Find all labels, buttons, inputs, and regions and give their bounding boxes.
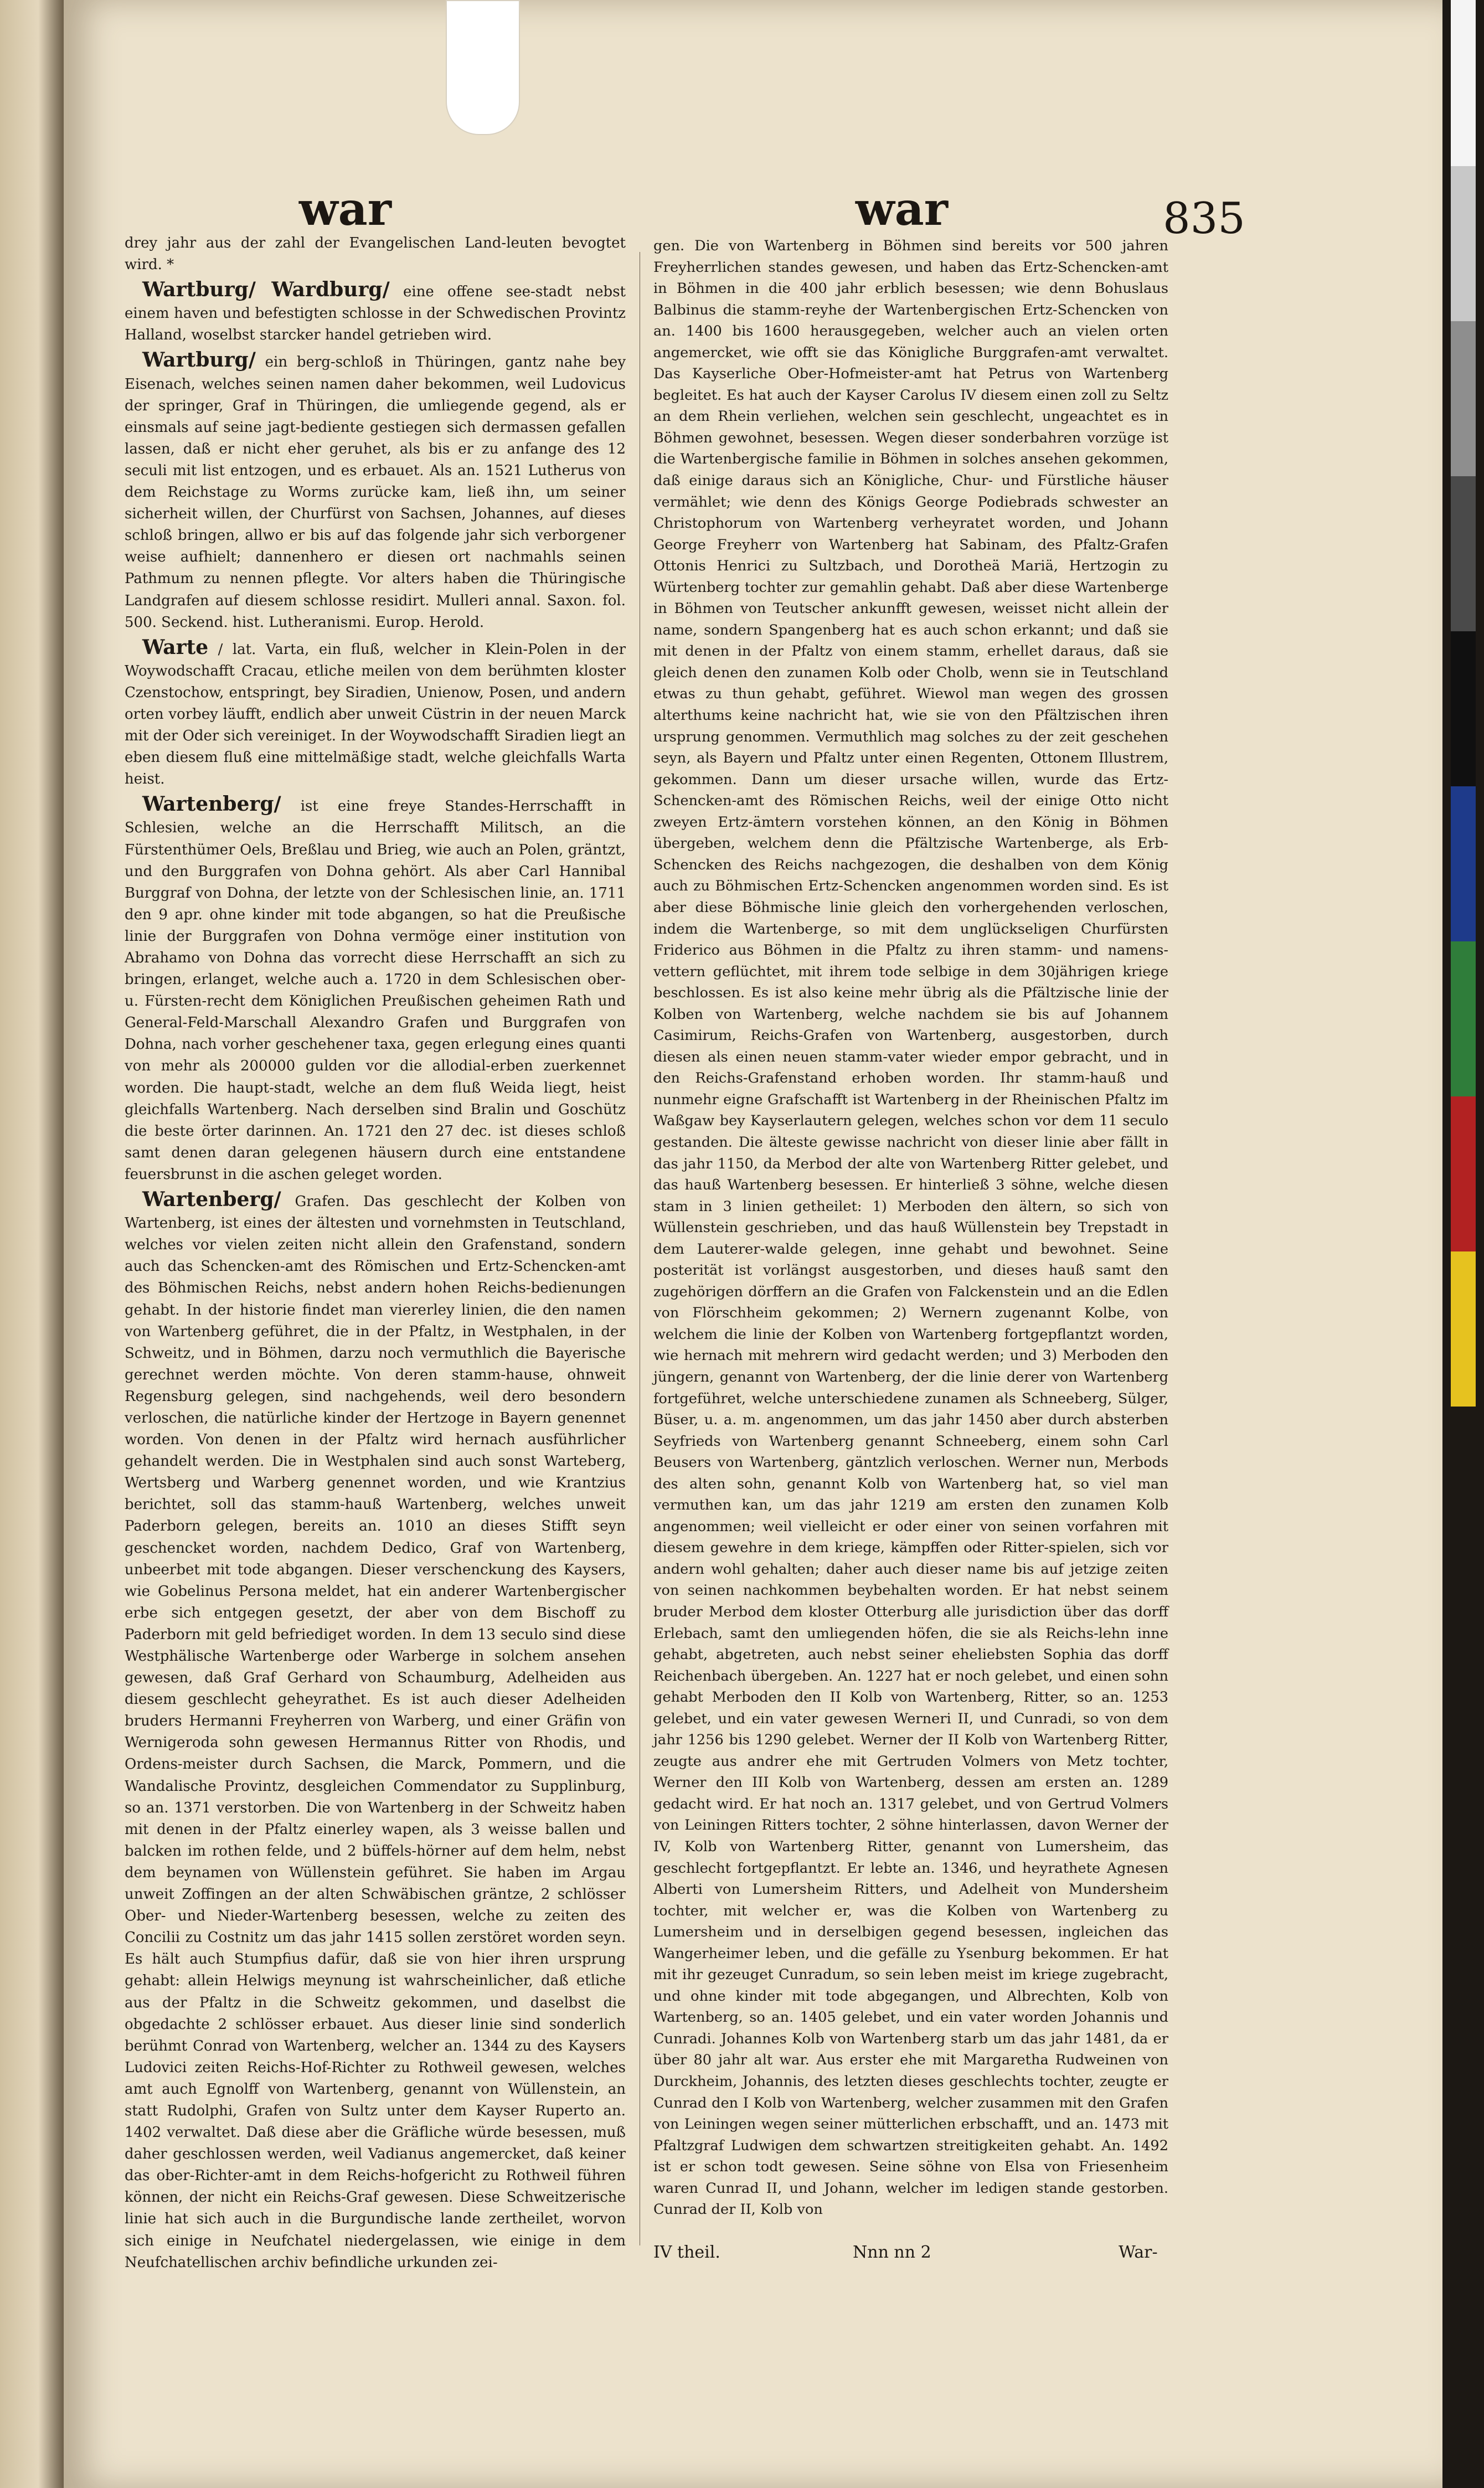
color-scale-bar	[1442, 0, 1484, 2488]
right-column	[653, 235, 1168, 2224]
previous-page-edge	[0, 0, 64, 2488]
page-tab	[446, 0, 520, 135]
article-text: / lat. Varta, ein fluß, welcher in Klein-Polen in der Woywodschafft Cracau, etliche meilen von dem berühmten kloster Czenstochow, entspringt, bey Siradien, Unienow, Posen, und andern orten vorbey läufft, endlich aber unweit Cüstrin in der neuen Marck mit der Oder sich vereiniget. In der Woywodschafft Siradien liegt an eben diesem fluß eine mittelmäßige stadt, welche gleichfalls Warta heist.	[125, 641, 626, 788]
article-entry	[125, 1189, 626, 2274]
scale-blue	[1451, 786, 1476, 941]
article-lemma: Wartenberg/	[142, 1188, 281, 1212]
article-entry	[125, 233, 626, 276]
scale-red	[1451, 1096, 1476, 1251]
article-text: drey jahr aus der zahl der Evangelischen Land-leuten bevogtet wird. *	[125, 235, 626, 274]
scale-yellow	[1451, 1251, 1476, 1407]
article-entry	[125, 349, 626, 633]
scale-grey-light	[1451, 166, 1476, 321]
article-text: gen. Die von Wartenberg in Böhmen sind bereits vor 500 jahren Freyherrlichen standes gewesen, und haben das Ertz-Schencken-amt in Böhmen in die 400 jahr erblich besessen; wie denn Bohuslaus Balbinus die stamm-reyhe der Wartenbergischen Ertz-Schencken von an. 1400 bis 1600 herausgegeben, welcher auch an vielen orten angemercket, wie offt sie das Königliche Burggrafen-amt verwaltet. Das Kayserliche Ober-Hofmeister-amt hat Petrus von Wartenberg begleitet. Es hat auch der Kayser Carolus IV diesem einen zoll zu Seltz an dem Rhein verliehen, welchen sein geschlecht, ungeachtet es in Böhmen gewohnet, besessen. Wegen dieser sonderbahren vorzüge ist die Wartenbergische familie in Böhmen in solches ansehen gekommen, daß einige daraus sich an Königliche, Chur- und Fürstliche häuser vermählet; wie denn des Königs George Podiebrads schwester an Christophorum von Wartenberg verheyratet worden, und Johann George Freyherr von Wartenberg hat Sabinam, des Pfaltz-Grafen Ottonis Henrici zu Sultzbach, und Dorotheä Mariä, Hertzogin zu Würtenberg tochter zur gemahlin gehabt. Daß aber diese Wartenberge in Böhmen von Teutscher ankunfft gewesen, weisset nicht allein der name, sondern Spangenberg hat es auch schon erkannt; und daß sie mit denen in der Pfaltz von einem stamm, erhellet daraus, daß sie gleich denen den zunamen Kolb oder Cholb, wenn sie in Teutschland etwas zu thun gehabt, geführet. Wiewol man wegen des grossen alterthums keine nachricht hat, wie sie von den Pfältzischen ihren ursprung genommen. Vermuthlich mag solches zu der zeit geschehen seyn, als Bayern und Pfaltz unter einen Regenten, Ottonem Illustrem, gekommen. Dann um dieser ursache willen, wurde das Ertz-Schencken-amt des Römischen Reichs, weil der einige Otto nicht zweyen Ertz-ämtern vorstehen können, an den König in Böhmen übergeben, welchem denn die Pfältzische Wartenberge, als Erb-Schencken des Reichs nachgezogen, die deshalben von dem König auch zu Böhmischen Ertz-Schencken angenommen worden sind. Es ist aber diese Böhmische linie gleich den vorhergehenden verloschen, indem die Wartenberge, so mit dem unglückseligen Churfürsten Friderico aus Böhmen in die Pfaltz zu ihren stamm- und namens-vettern geflüchtet, mit ihrem tode selbige in dem 30jährigen kriege beschlossen. Es ist also keine mehr übrig als die Pfältzische linie der Kolben von Wartenberg, welche nachdem sie bis auf Johannem Casimirum, Reichs-Grafen von Wartenberg, ausgestorben, durch diesen als einen neuen stamm-vater wieder empor gebracht, und in den Reichs-Grafenstand erhoben worden. Ihr stamm-hauß und nunmehr eigne Grafschafft ist Wartenberg in der Rheinischen Pfaltz im Waßgaw bey Kayserlautern gelegen, welches schon vor dem 11 seculo gestanden. Die älteste gewisse nachricht von dieser linie aber fällt in das jahr 1150, da Merbod der alte von Wartenberg Ritter gelebet, und das hauß Wartenberg besessen. Er hinterließ 3 söhne, welche diesen stam in 3 linien getheilet: 1) Merboden den ältern, so sich von Wüllenstein geschrieben, und das hauß Wüllenstein bey Trepstadt in dem Lauterer-walde gelegen, inne gehabt und bewohnet. Seine posterität ist vorlängst ausgestorben, und dieses hauß samt den zugehörigen dörffern an die Grafen von Falckenstein und an die Edlen von Flörschheim gekommen; 2) Wernern zugenannt Kolbe, von welchem die linie der Kolben von Wartenberg fortgepflantzt worden, wie hernach mit mehrern wird gedacht werden; und 3) Merboden den jüngern, genannt von Wartenberg, der die linie derer von Wartenberg fortgeführet, welche unterschiedene zunamen als Schneeberg, Sülger, Büser, u. a. m. angenommen, um das jahr 1450 aber durch absterben Seyfrieds von Wartenberg genannt Schneeberg, einem sohn Carl Beusers von Wartenberg, gäntzlich verloschen. Werner nun, Merbods des alten sohn, genannt Kolb von Wartenberg hat, so viel man vermuthen kan, um das jahr 1219 am ersten den zunamen Kolb angenommen; weil vielleicht er oder einer von seinen vorfahren mit diesem gewehre in dem kriege, kämpffen oder Ritter-spielen, sich vor andern wohl gehalten; daher auch dieser name bis auf jetzige zeiten von seinen nachkommen beybehalten worden. Er hat nebst seinem bruder Merbod dem kloster Otterburg alle jurisdiction über das dorff Erlebach, samt den umliegenden höfen, die sie als Reichs-lehn inne gehabt, abgetreten, auch nebst seiner eheliebsten Sophia das dorff Reichenbach übergeben. An. 1227 hat er noch gelebet, und einen sohn gehabt Merboden den II Kolb von Wartenberg, Ritter, so an. 1253 gelebet, und ein vater gewesen Werneri II, und Cunradi, so von dem jahr 1256 bis 1290 gelebet. Werner der II Kolb von Wartenberg Ritter, zeugte aus andrer ehe mit Gertruden Volmers von Metz tochter, Werner den III Kolb von Wartenberg, dessen am ersten an. 1289 gedacht wird. Er hat noch an. 1317 gelebet, und von Gertrud Volmers von Leiningen Ritters tochter, 2 söhne hinterlassen, davon Werner der IV, Kolb von Wartenberg Ritter, genannt von Lumersheim, das geschlecht fortgepflantzt. Er lebte an. 1346, und heyrathete Agnesen Alberti von Lumersheim Ritters, und Adelheit von Mundersheim tochter, mit welcher er, was die Kolben von Wartenberg zu Lumersheim und in derselbigen gegend besessen, ingleichen das Wangerheimer leben, und die gefälle zu Ysenburg bekommen. Er hat mit ihr gezeuget Cunradum, so sein leben meist im kriege zugebracht, und ohne kinder mit tode abgegangen, und Albrechten, Kolb von Wartenberg, so an. 1405 gelebet, und ein vater worden Johannis und Cunradi. Johannes Kolb von Wartenberg starb um das jahr 1481, da er über 80 jahr alt war. Aus erster ehe mit Margaretha Rudweinen von Durckheim, Johannis, des letzten dieses geschlechts tochter, zeugte er Cunrad den I Kolb von Wartenberg, welcher zusammen mit den Grafen von Leiningen wegen seiner mütterlichen erbschafft, und an. 1473 mit Pfaltzgraf Ludwigen dem schwartzen streitigkeiten gehabt. An. 1492 ist er schon todt gewesen. Seine söhne von Elsa von Friesenheim waren Cunrad II, und Johann, welcher im ledigen stande gestorben. Cunrad der II, Kolb von	[653, 238, 1168, 2218]
page-number: 835	[1163, 194, 1245, 244]
signature-mark: Nnn nn 2	[853, 2243, 931, 2262]
article-lemma: Warte	[142, 635, 209, 659]
article-text: Grafen. Das geschlecht der Kolben von Wartenberg, ist eines der ältesten und vornehmsten in Teutschland, welches vor vielen zeiten nicht allein den Grafenstand, sondern auch das Schencken-amt des Römischen und Ertz-Schencken-amt des Böhmischen Reichs, nebst andern hohen Reichs-bedienungen gehabt. In der historie findet man viererley linien, die den namen von Wartenberg geführet, die in der Pfaltz, in Westphalen, in der Schweitz, und in Böhmen, darzu noch vermuthlich die Bayerische gerechnet werden möchte. Von deren stamm-hause, ohnweit Regensburg gelegen, sind nachgehends, weil dero besondern verloschen, die natürliche kinder der Hertzoge in Bayern genennet worden. Von denen in der Pfaltz wird hernach ausführlicher gehandelt werden. Die in Westphalen sind auch sonst Warteberg, Wertsberg und Warberg genennet worden, und wie Krantzius berichtet, soll das stamm-hauß Wartenberg, welches unweit Paderborn gelegen, bereits an. 1010 an dieses Stifft seyn geschencket worden, nachdem Dedico, Graf von Wartenberg, unbeerbet mit tode abgangen. Dieser verschenckung des Kaysers, wie Gobelinus Persona meldet, hat ein anderer Wartenbergischer erbe sich entgegen gesetzt, der aber von dem Bischoff zu Paderborn mit geld befriediget worden. In dem 13 seculo sind diese Westphälische Wartenberge oder Warberge in solchem ansehen gewesen, daß Graf Gerhard von Schaumburg, Adelheiden aus diesem geschlecht geheyrathet. Es ist auch dieser Adelheiden bruders Hermanni Freyherren von Warberg, und einer Gräfin von Wernigeroda sohn gewesen Hermannus Ritter von Rhodis, und Ordens-meister durch Sachsen, die Marck, Pommern, und die Wandalische Provintz, desgleichen Commendator zu Supplinburg, so an. 1371 verstorben. Die von Wartenberg in der Schweitz haben mit denen in der Pfaltz einerley wapen, als 3 weisse ballen und balcken im rothen felde, und 2 büffels-hörner auf dem helm, nebst dem beynamen von Wüllenstein geführet. Sie haben im Argau unweit Zoffingen an der alten Schwäbischen gräntze, 2 schlösser Ober- und Nieder-Wartenberg besessen, welche zu zeiten des Concilii zu Costnitz um das jahr 1415 sollen zerstöret worden seyn. Es hält auch Stumpfius dafür, daß sie von hier ihren ursprung gehabt: allein Helwigs meynung ist wahrscheinlicher, daß etliche aus der Pfaltz in die Schweitz gekommen, und daselbst die obgedachte 2 schlösser erbauet. Aus dieser linie sind sonderlich berühmt Conrad von Wartenberg, welcher an. 1344 zu des Kaysers Ludovici zeiten Reichs-Hof-Richter zu Rothweil gewesen, welches amt auch Egnolff von Wartenberg, genannt von Wüllenstein, an statt Rudolphi, Grafen von Sultz unter dem Kayser Ruperto an. 1402 verwaltet. Daß diese aber die Gräfliche würde besessen, muß daher geschlossen werden, weil Vadianus angemercket, daß keiner das ober-Richter-amt in dem Reichs-hofgericht zu Rothweil führen können, der nicht ein Reichs-Graf gewesen. Diese Schweitzerische linie hat sich auch in die Burgundische lande zertheilet, worvon sich einige in Neufchatel niedergelassen, wie einige in dem Neufchatellischen archiv befindliche urkunden zei-	[125, 1193, 626, 2271]
volume-label: IV theil.	[653, 2243, 720, 2262]
scale-black	[1451, 631, 1476, 786]
article-lemma: Wartburg/	[142, 348, 256, 372]
right-running-head: war	[856, 183, 948, 236]
article-entry	[125, 637, 626, 791]
scale-white	[1451, 0, 1476, 166]
left-column	[125, 233, 626, 2277]
article-entry	[125, 279, 626, 346]
article-lemma: Wartburg/ Wardburg/	[142, 278, 390, 302]
article-entry	[125, 794, 626, 1186]
scale-grey	[1451, 321, 1476, 476]
scale-green	[1451, 941, 1476, 1096]
article-entry	[653, 235, 1168, 2221]
article-text: eine offene see-stadt nebst einem haven und befestigten schlosse in der Schwedischen Provintz Halland, woselbst starcker handel getrieben wird.	[125, 284, 626, 344]
article-text: ist eine freye Standes-Herrschafft in Schlesien, welche an die Herrschafft Militsch, an die Fürstenthümer Oels, Breßlau und Brieg, wie auch an Polen, gräntzt, und den Burggrafen von Dohna gehört. Als aber Carl Hannibal Burggraf von Dohna, der letzte von der Schlesischen linie, an. 1711 den 9 apr. ohne kinder mit tode abgangen, so hat die Preußische linie der Burggrafen von Dohna vermöge einer institution von Abrahamo von Dohna das vorrecht diese Herrschafft an sich zu bringen, erlanget, welche auch a. 1720 in dem Schlesischen ober- u. Fürsten-recht dem Königlichen Preußischen geheimen Rath und General-Feld-Marschall Alexandro Grafen und Burggrafen von Dohna, nach vorher geschehener taxa, gegen erlegung eines quanti von mehr als 200000 gulden vor die allodial-erben zuerkennet worden. Die haupt-stadt, welche an dem fluß Weida liegt, heist gleichfalls Wartenberg. Nach derselben sind Bralin und Goschütz die beste örter darinnen. An. 1721 den 27 dec. ist dieses schloß samt denen daran gelegenen häusern durch eine entstandene feuersbrunst in die aschen geleget worden.	[125, 798, 626, 1183]
scale-grey-dark	[1451, 476, 1476, 631]
article-lemma: Wartenberg/	[142, 792, 281, 816]
article-text: ein berg-schloß in Thüringen, gantz nahe bey Eisenach, welches seinen namen daher bekommen, weil Ludovicus der springer, Graf in Thüringen, die umliegende gegend, als er einsmals auf seine jagt-bediente gestiegen sich dermassen gefallen lassen, daß er nicht eher geruhet, als bis er zu anfange des 12 seculi mit list entzogen, und es erbauet. Als an. 1521 Lutherus von dem Reichstage zu Worms zurücke kam, ließ ihn, um seiner sicherheit willen, der Churfürst von Sachsen, Johannes, auf dieses schloß bringen, allwo er bis auf das folgende jahr sich verborgener weise aufhielt; dannenhero er diesen ort nachmahls seinen Pathmum zu nennen pflegte. Vor alters haben die Thüringische Landgrafen auf diesem schlosse residirt. Mulleri annal. Saxon. fol. 500. Seckend. hist. Lutheranismi. Europ. Herold.	[125, 354, 626, 631]
catchword: War-	[1119, 2243, 1158, 2262]
left-running-head: war	[299, 183, 391, 236]
